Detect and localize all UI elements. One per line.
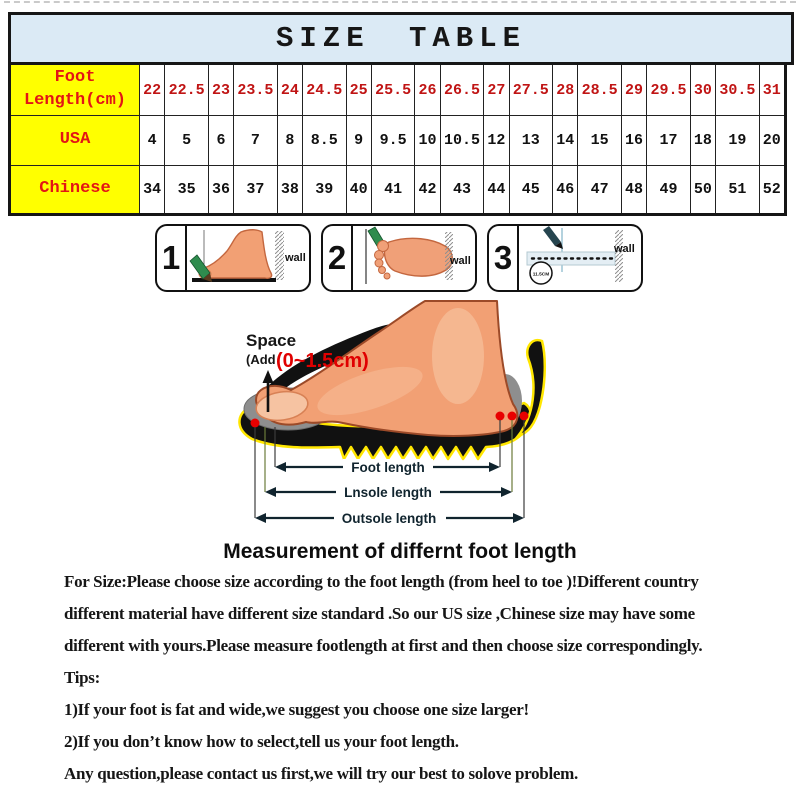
size-cell: 48 [621, 166, 646, 215]
note-line: Any question,please contact us first,we will try our best to solove problem. [64, 764, 578, 783]
wall-hatch [615, 230, 623, 282]
size-cell: 38 [277, 166, 302, 215]
table-row [10, 116, 786, 166]
toe-art [379, 267, 386, 274]
size-cell: 8.5 [303, 116, 347, 166]
toe-art [375, 251, 384, 260]
size-cell: 52 [759, 166, 785, 215]
size-cell: 29 [621, 64, 646, 116]
size-cell: 19 [716, 116, 760, 166]
size-cell: 17 [647, 116, 691, 166]
size-cell: 36 [208, 166, 233, 215]
insole-length-arrow [265, 484, 512, 500]
note-line: For Size:Please choose size according to the foot length (from heel to toe )!Different country [64, 572, 699, 591]
size-cell: 25.5 [371, 64, 415, 116]
foot-length-label: Foot length [351, 460, 425, 475]
size-cell: 26.5 [440, 64, 484, 116]
foot-side-art [200, 230, 272, 279]
size-cell: 22.5 [165, 64, 209, 116]
size-cell: 50 [690, 166, 715, 215]
size-cell: 15 [578, 116, 622, 166]
size-cell: 28.5 [578, 64, 622, 116]
size-cell: 34 [140, 166, 165, 215]
space-label: Space [246, 331, 297, 350]
foot-measurement-diagram [190, 296, 610, 541]
wall-hatch [275, 231, 284, 280]
row-label-usa: USA [10, 116, 140, 166]
size-cell: 40 [346, 166, 371, 215]
size-cell: 49 [647, 166, 691, 215]
size-cell: 9.5 [371, 116, 415, 166]
outsole-length-arrow [255, 510, 524, 526]
size-cell: 5 [165, 116, 209, 166]
length-badge-text: 11.5CM [532, 272, 550, 278]
size-cell: 47 [578, 166, 622, 215]
table-row [10, 64, 786, 116]
note-line: 1)If your foot is fat and wide,we suggest you choose one size larger! [64, 700, 529, 719]
step-box-3 [487, 224, 643, 292]
size-cell: 26 [415, 64, 440, 116]
size-cell: 10.5 [440, 116, 484, 166]
row-label-chinese: Chinese [10, 166, 140, 215]
toe-art [375, 259, 383, 267]
size-table-title [8, 12, 794, 65]
size-cell: 25 [346, 64, 371, 116]
size-cell: 24.5 [303, 64, 347, 116]
size-cell: 23.5 [234, 64, 278, 116]
size-cell: 37 [234, 166, 278, 215]
wall-label: wall [450, 255, 471, 267]
size-cell: 20 [759, 116, 785, 166]
measurement-heading: Measurement of differnt foot length [223, 540, 577, 563]
size-cell: 42 [415, 166, 440, 215]
step-illustration-sole-view [353, 226, 475, 290]
note-line: different with yours.Please measure footlength at first and then choose size correspondingly. [64, 636, 703, 655]
measure-dot [508, 412, 517, 421]
size-cell: 46 [553, 166, 578, 215]
table-row [10, 166, 786, 215]
size-cell: 41 [371, 166, 415, 215]
space-add-label: (Add [246, 352, 276, 367]
size-cell: 16 [621, 116, 646, 166]
size-cell: 39 [303, 166, 347, 215]
step-illustration-side-view [187, 226, 309, 290]
size-cell: 43 [440, 166, 484, 215]
size-cell: 35 [165, 166, 209, 215]
toe-art [378, 241, 389, 252]
top-dashed-border [4, 1, 796, 3]
size-cell: 10 [415, 116, 440, 166]
measure-steps [155, 224, 643, 292]
size-cell: 14 [553, 116, 578, 166]
step-illustration-ruler [519, 226, 641, 290]
sizing-notes [64, 566, 784, 790]
size-cell: 45 [509, 166, 553, 215]
space-add-value: (0~1.5cm) [276, 350, 369, 372]
note-line: different material have different size standard .So our US size ,Chinese size may have some [64, 604, 695, 623]
step-number: 2 [323, 226, 353, 290]
foot-length-arrow [275, 459, 500, 475]
size-cell: 22 [140, 64, 165, 116]
size-cell: 24 [277, 64, 302, 116]
insole-length-label: Lnsole length [344, 485, 432, 500]
measure-dot [496, 412, 505, 421]
step-number: 3 [489, 226, 519, 290]
measure-dot [251, 419, 260, 428]
size-cell: 4 [140, 116, 165, 166]
pencil-icon [543, 226, 561, 246]
size-cell: 29.5 [647, 64, 691, 116]
outsole-length-label: Outsole length [341, 511, 437, 526]
row-label-foot-length: Foot Length(cm) [10, 64, 140, 116]
size-cell: 51 [716, 166, 760, 215]
measure-dot [520, 412, 529, 421]
step-number: 1 [157, 226, 187, 290]
step-box-1 [155, 224, 311, 292]
size-cell: 13 [509, 116, 553, 166]
wall-label: wall [614, 243, 635, 255]
size-cell: 27 [484, 64, 509, 116]
size-cell: 6 [208, 116, 233, 166]
size-cell: 9 [346, 116, 371, 166]
note-line: 2)If you don’t know how to select,tell us your foot length. [64, 732, 459, 751]
foot-sole-art [384, 238, 452, 276]
toe-art [384, 273, 390, 279]
size-cell: 44 [484, 166, 509, 215]
wall-label: wall [285, 252, 306, 264]
size-cell: 30.5 [716, 64, 760, 116]
size-cell: 31 [759, 64, 785, 116]
size-cell: 27.5 [509, 64, 553, 116]
size-cell: 8 [277, 116, 302, 166]
size-cell: 23 [208, 64, 233, 116]
size-cell: 28 [553, 64, 578, 116]
size-cell: 7 [234, 116, 278, 166]
size-cell: 12 [484, 116, 509, 166]
step-box-2 [321, 224, 477, 292]
size-table-title-text: SIZE TABLE [275, 22, 527, 55]
leg-highlight-art [432, 308, 484, 404]
size-cell: 18 [690, 116, 715, 166]
size-cell: 30 [690, 64, 715, 116]
note-line: Tips: [64, 668, 100, 687]
size-table [8, 62, 787, 216]
